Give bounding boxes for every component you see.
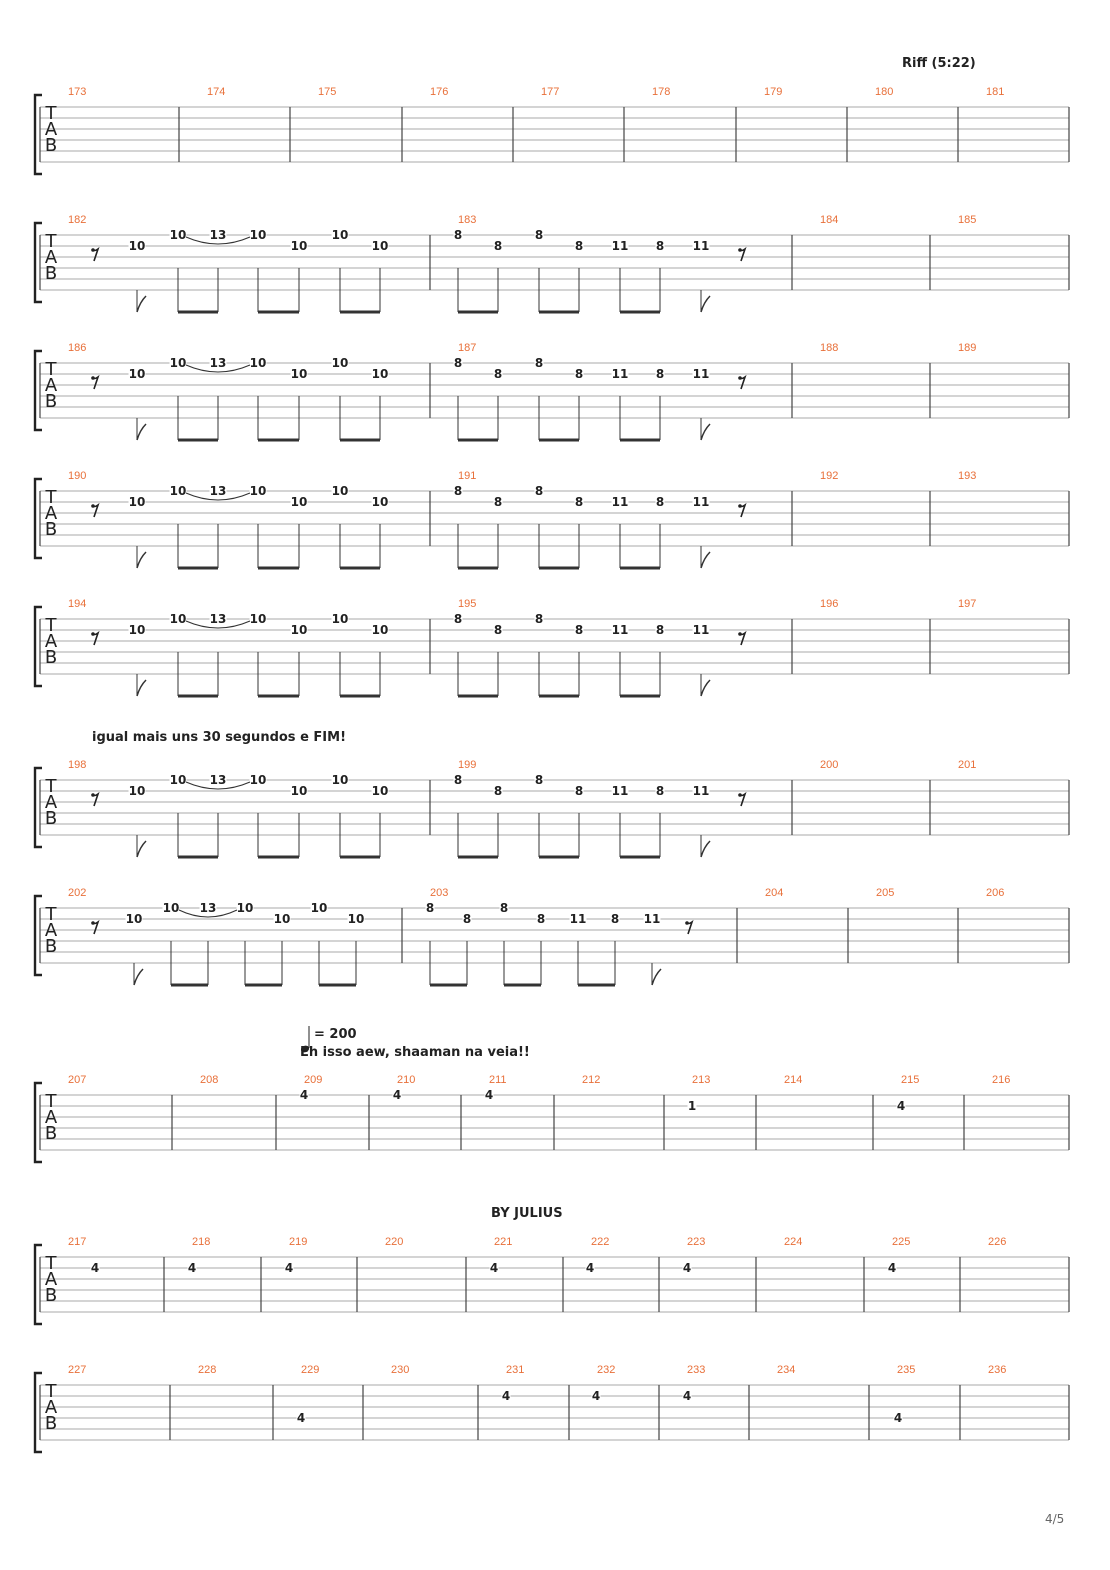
fret-number: 8 <box>574 239 584 253</box>
fret-number: 10 <box>169 228 187 242</box>
rest-dot <box>91 504 95 508</box>
fret-number: 8 <box>655 623 665 637</box>
measure-number: 201 <box>958 759 977 771</box>
fret-number: 11 <box>643 912 661 926</box>
tab-clef-letter: T <box>45 231 57 252</box>
fret-number: 10 <box>128 495 146 509</box>
measure-number: 228 <box>198 1364 217 1376</box>
measure-number: 224 <box>784 1236 803 1248</box>
fret-number: 13 <box>209 356 227 370</box>
lyric-text: Eh isso aew, shaaman na veia!! <box>300 1045 530 1060</box>
note-flag <box>137 841 146 857</box>
fret-number: 10 <box>371 239 389 253</box>
fret-number: 8 <box>493 239 503 253</box>
fret-number: 4 <box>392 1088 402 1102</box>
measure-number: 193 <box>958 470 977 482</box>
measure-number: 221 <box>494 1236 513 1248</box>
measure-number: 200 <box>820 759 839 771</box>
riff-label: Riff (5:22) <box>902 56 976 71</box>
measure-number: 213 <box>692 1074 711 1086</box>
note-flag <box>701 680 710 696</box>
measure-number: 180 <box>875 86 894 98</box>
rest-dot <box>738 248 742 252</box>
fret-number: 8 <box>655 495 665 509</box>
fret-number: 4 <box>682 1261 692 1275</box>
fret-number: 8 <box>655 784 665 798</box>
rest-dot <box>738 376 742 380</box>
fret-number: 8 <box>534 228 544 242</box>
fret-number: 10 <box>249 773 267 787</box>
fret-number: 10 <box>249 484 267 498</box>
measure-number: 219 <box>289 1236 308 1248</box>
fret-number: 4 <box>501 1389 511 1403</box>
tab-clef-letter: B <box>44 808 58 829</box>
fret-number: 8 <box>534 773 544 787</box>
measure-number: 210 <box>397 1074 416 1086</box>
tab-clef-letter: T <box>45 1253 57 1274</box>
fret-number: 4 <box>484 1088 494 1102</box>
fret-number: 11 <box>611 367 629 381</box>
measure-number: 229 <box>301 1364 320 1376</box>
measure-number: 176 <box>430 86 449 98</box>
measure-number: 218 <box>192 1236 211 1248</box>
fret-number: 8 <box>493 367 503 381</box>
note-flag <box>701 424 710 440</box>
fret-number: 8 <box>574 623 584 637</box>
tab-clef-letter: A <box>44 920 58 941</box>
fret-number: 4 <box>90 1261 100 1275</box>
tab-clef-letter: A <box>44 247 58 268</box>
fret-number: 4 <box>893 1411 903 1425</box>
fret-number: 11 <box>611 623 629 637</box>
fret-number: 11 <box>611 784 629 798</box>
measure-number: 227 <box>68 1364 87 1376</box>
fret-number: 10 <box>162 901 180 915</box>
fret-number: 10 <box>290 495 308 509</box>
measure-number: 214 <box>784 1074 803 1086</box>
measure-number: 225 <box>892 1236 911 1248</box>
fret-number: 8 <box>534 612 544 626</box>
fret-number: 8 <box>499 901 509 915</box>
measure-number: 202 <box>68 887 87 899</box>
fret-number: 10 <box>249 612 267 626</box>
tab-clef-letter: B <box>44 1285 58 1306</box>
fret-number: 10 <box>128 623 146 637</box>
fret-number: 10 <box>331 356 349 370</box>
fret-number: 10 <box>347 912 365 926</box>
tab-clef-letter: T <box>45 776 57 797</box>
fret-number: 11 <box>692 784 710 798</box>
fret-number: 10 <box>125 912 143 926</box>
note-flag <box>137 552 146 568</box>
tab-clef-letter: T <box>45 1091 57 1112</box>
fret-number: 10 <box>371 367 389 381</box>
measure-number: 217 <box>68 1236 87 1248</box>
measure-number: 207 <box>68 1074 87 1086</box>
measure-number: 209 <box>304 1074 323 1086</box>
fret-number: 10 <box>290 623 308 637</box>
rest-dot <box>91 376 95 380</box>
rest-dot <box>738 793 742 797</box>
fret-number: 8 <box>574 367 584 381</box>
rest-dot <box>91 793 95 797</box>
fret-number: 8 <box>610 912 620 926</box>
fret-number: 4 <box>585 1261 595 1275</box>
measure-number: 230 <box>391 1364 410 1376</box>
measure-number: 189 <box>958 342 977 354</box>
fret-number: 10 <box>371 784 389 798</box>
measure-number: 197 <box>958 598 977 610</box>
measure-number: 191 <box>458 470 477 482</box>
measure-number: 173 <box>68 86 87 98</box>
measure-number: 196 <box>820 598 839 610</box>
fret-number: 8 <box>655 239 665 253</box>
fret-number: 4 <box>887 1261 897 1275</box>
note-flag <box>652 969 661 985</box>
tab-clef-letter: B <box>44 1123 58 1144</box>
credit-text: BY JULIUS <box>491 1206 563 1221</box>
fret-number: 11 <box>611 239 629 253</box>
tab-clef-letter: B <box>44 1413 58 1434</box>
tempo-value: = 200 <box>314 1027 357 1042</box>
fret-number: 10 <box>169 484 187 498</box>
fret-number: 10 <box>331 612 349 626</box>
fret-number: 13 <box>209 612 227 626</box>
tab-clef-letter: A <box>44 375 58 396</box>
fret-number: 10 <box>249 228 267 242</box>
tab-clef-letter: A <box>44 1397 58 1418</box>
fret-number: 8 <box>493 623 503 637</box>
measure-number: 182 <box>68 214 87 226</box>
tab-clef-letter: T <box>45 615 57 636</box>
tab-clef-letter: B <box>44 519 58 540</box>
repeat-note: igual mais uns 30 segundos e FIM! <box>92 730 346 745</box>
fret-number: 8 <box>453 773 463 787</box>
tab-clef-letter: A <box>44 1107 58 1128</box>
measure-number: 198 <box>68 759 87 771</box>
fret-number: 8 <box>453 612 463 626</box>
fret-number: 4 <box>682 1389 692 1403</box>
measure-number: 208 <box>200 1074 219 1086</box>
tab-clef-letter: A <box>44 631 58 652</box>
fret-number: 8 <box>425 901 435 915</box>
tab-clef-letter: T <box>45 1381 57 1402</box>
measure-number: 222 <box>591 1236 610 1248</box>
note-flag <box>137 296 146 312</box>
fret-number: 11 <box>692 239 710 253</box>
measure-number: 215 <box>901 1074 920 1086</box>
fret-number: 10 <box>236 901 254 915</box>
fret-number: 10 <box>371 495 389 509</box>
fret-number: 13 <box>209 773 227 787</box>
note-flag <box>137 680 146 696</box>
fret-number: 8 <box>462 912 472 926</box>
measure-number: 220 <box>385 1236 404 1248</box>
tab-clef-letter: A <box>44 119 58 140</box>
tab-clef-letter: B <box>44 135 58 156</box>
fret-number: 10 <box>128 367 146 381</box>
note-flag <box>701 552 710 568</box>
measure-number: 206 <box>986 887 1005 899</box>
tab-system <box>35 1074 1069 1162</box>
fret-number: 8 <box>655 367 665 381</box>
fret-number: 8 <box>493 495 503 509</box>
fret-number: 8 <box>453 484 463 498</box>
measure-number: 235 <box>897 1364 916 1376</box>
fret-number: 4 <box>284 1261 294 1275</box>
tab-system <box>35 759 1069 857</box>
fret-number: 8 <box>574 784 584 798</box>
measure-number: 177 <box>541 86 560 98</box>
tab-clef-letter: T <box>45 487 57 508</box>
measure-number: 223 <box>687 1236 706 1248</box>
measure-number: 236 <box>988 1364 1007 1376</box>
measure-number: 175 <box>318 86 337 98</box>
tab-system <box>35 86 1069 174</box>
fret-number: 4 <box>299 1088 309 1102</box>
tab-clef-letter: A <box>44 1269 58 1290</box>
tab-clef-letter: B <box>44 391 58 412</box>
fret-number: 8 <box>534 484 544 498</box>
fret-number: 10 <box>169 612 187 626</box>
fret-number: 10 <box>128 239 146 253</box>
note-flag <box>134 969 143 985</box>
measure-number: 232 <box>597 1364 616 1376</box>
fret-number: 10 <box>371 623 389 637</box>
measure-number: 187 <box>458 342 477 354</box>
measure-number: 184 <box>820 214 839 226</box>
fret-number: 4 <box>591 1389 601 1403</box>
rest-dot <box>738 504 742 508</box>
rest-dot <box>91 921 95 925</box>
note-flag <box>137 424 146 440</box>
fret-number: 10 <box>273 912 291 926</box>
measure-number: 226 <box>988 1236 1007 1248</box>
rest-dot <box>91 248 95 252</box>
fret-number: 13 <box>209 484 227 498</box>
measure-number: 174 <box>207 86 226 98</box>
measure-number: 190 <box>68 470 87 482</box>
tab-system <box>35 1364 1069 1452</box>
fret-number: 11 <box>692 623 710 637</box>
fret-number: 1 <box>687 1099 697 1113</box>
fret-number: 8 <box>493 784 503 798</box>
fret-number: 11 <box>692 367 710 381</box>
fret-number: 8 <box>453 356 463 370</box>
measure-number: 216 <box>992 1074 1011 1086</box>
fret-number: 10 <box>169 773 187 787</box>
note-flag <box>701 841 710 857</box>
fret-number: 10 <box>290 784 308 798</box>
fret-number: 8 <box>574 495 584 509</box>
fret-number: 10 <box>128 784 146 798</box>
tab-clef-letter: T <box>45 103 57 124</box>
tab-system <box>35 887 1069 985</box>
measure-number: 194 <box>68 598 87 610</box>
fret-number: 10 <box>290 367 308 381</box>
page-number: 4/5 <box>1045 1512 1065 1526</box>
tab-system <box>35 214 1069 312</box>
note-flag <box>701 296 710 312</box>
fret-number: 13 <box>209 228 227 242</box>
tab-clef-letter: B <box>44 263 58 284</box>
fret-number: 8 <box>536 912 546 926</box>
measure-number: 192 <box>820 470 839 482</box>
rest-dot <box>738 632 742 636</box>
measure-number: 211 <box>489 1074 507 1086</box>
measure-number: 185 <box>958 214 977 226</box>
tab-clef-letter: A <box>44 792 58 813</box>
fret-number: 10 <box>331 484 349 498</box>
fret-number: 4 <box>187 1261 197 1275</box>
measure-number: 204 <box>765 887 784 899</box>
tab-clef-letter: A <box>44 503 58 524</box>
measure-number: 212 <box>582 1074 601 1086</box>
tab-systems <box>35 86 1069 1452</box>
tab-system <box>35 470 1069 568</box>
fret-number: 10 <box>331 773 349 787</box>
fret-number: 10 <box>310 901 328 915</box>
measure-number: 203 <box>430 887 449 899</box>
rest-dot <box>685 921 689 925</box>
measure-number: 188 <box>820 342 839 354</box>
fret-number: 11 <box>569 912 587 926</box>
fret-number: 4 <box>896 1099 906 1113</box>
measure-number: 205 <box>876 887 895 899</box>
measure-number: 231 <box>506 1364 525 1376</box>
fret-number: 10 <box>331 228 349 242</box>
tab-clef-letter: B <box>44 647 58 668</box>
fret-number: 4 <box>296 1411 306 1425</box>
fret-number: 10 <box>249 356 267 370</box>
measure-number: 183 <box>458 214 477 226</box>
tab-clef-letter: B <box>44 936 58 957</box>
tab-system <box>35 1236 1069 1324</box>
fret-number: 10 <box>169 356 187 370</box>
measure-number: 181 <box>986 86 1005 98</box>
fret-number: 11 <box>692 495 710 509</box>
measure-number: 233 <box>687 1364 706 1376</box>
tab-clef-letter: T <box>45 904 57 925</box>
measure-number: 178 <box>652 86 671 98</box>
measure-number: 179 <box>764 86 783 98</box>
fret-number: 11 <box>611 495 629 509</box>
rest-dot <box>91 632 95 636</box>
tab-clef-letter: T <box>45 359 57 380</box>
fret-number: 4 <box>489 1261 499 1275</box>
fret-number: 13 <box>199 901 217 915</box>
fret-number: 8 <box>534 356 544 370</box>
measure-number: 199 <box>458 759 477 771</box>
measure-number: 234 <box>777 1364 796 1376</box>
fret-number: 10 <box>290 239 308 253</box>
tab-system <box>35 342 1069 440</box>
tab-system <box>35 598 1069 696</box>
measure-number: 195 <box>458 598 477 610</box>
fret-number: 8 <box>453 228 463 242</box>
measure-number: 186 <box>68 342 87 354</box>
